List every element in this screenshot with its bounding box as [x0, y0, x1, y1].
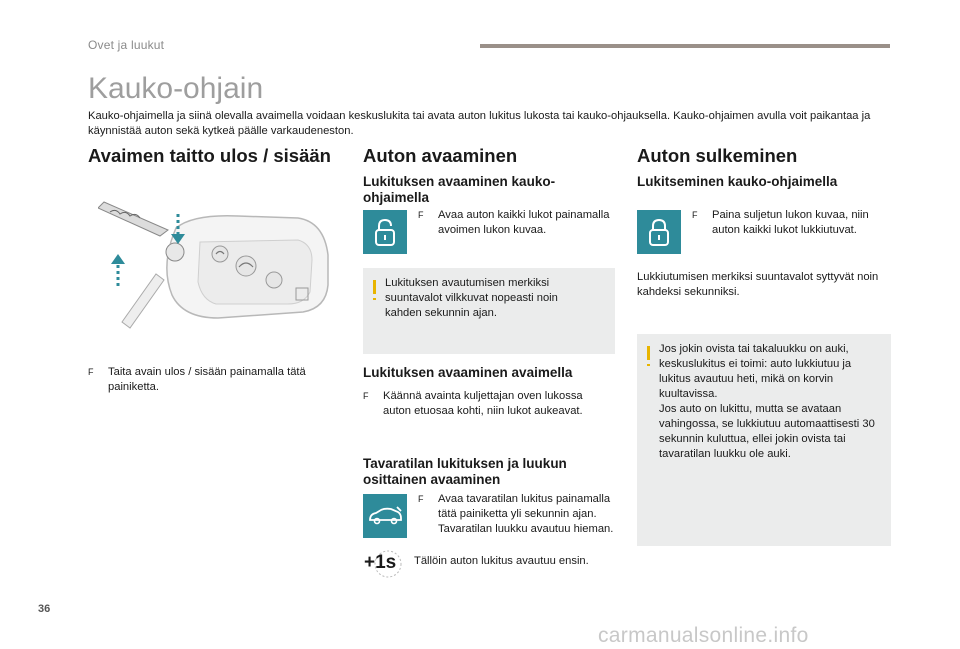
info-marker: [373, 280, 376, 294]
subheading-key-unlock: Lukituksen avaaminen avaimella: [363, 365, 573, 380]
unlock-icon: [372, 217, 398, 247]
lock-info-note: Jos jokin ovista tai takaluukku on auki, keskuslukitus ei toimi: auto lukkiutuu ja lukitus avautuu heti, mikä on korvin kuultavissa. Jos auto on lukittu, mutta se avataan vahingossa, se lukkiutuu automaattisesti 30 sekunnin kuluttua, ellei jokin ovista tai tavaratilan luukku ole auki.: [637, 334, 891, 546]
timer-label: +1s: [364, 552, 397, 573]
bullet-mark: F: [88, 367, 94, 377]
key-fob-illustration: [98, 200, 330, 338]
lock-icon: [646, 217, 672, 247]
lock-confirmation-text: Lukkiutumisen merkiksi suuntavalot syttyvät noin kahdeksi sekunniksi.: [637, 271, 879, 298]
key-unlock-instruction: F Käännä avainta kuljettajan oven lukossa auton etuosaa kohti, niin lukot aukeavat.: [363, 390, 583, 417]
key-fob-icon: [98, 200, 330, 338]
key-fold-instruction: F Taita avain ulos / sisään painamalla tätä painiketta.: [88, 366, 306, 393]
page-number: 36: [38, 603, 51, 615]
remote-lock-instruction: F Paina suljetun lukon kuvaa, niin auton kaikki lukot lukkiutuvat.: [692, 209, 869, 236]
heading-unlocking: Auton avaaminen: [363, 145, 518, 166]
info-marker: [647, 346, 650, 360]
subheading-remote-unlock: Lukituksen avaaminen kauko-ohjaimella: [363, 174, 556, 205]
unlock-info-note: Lukituksen avautumisen merkiksi suuntavalot vilkkuvat nopeasti noin kahden sekunnin ajan.: [363, 268, 615, 354]
car-trunk-icon: [367, 505, 403, 527]
section-label: Ovet ja luukut: [88, 38, 165, 52]
unlock-button-image: [363, 210, 407, 254]
page-title: Kauko-ohjain: [88, 72, 264, 105]
trunk-button-image: [363, 494, 407, 538]
remote-unlock-instruction: F Avaa auton kaikki lukot painamalla avoimen lukon kuvaa.: [418, 209, 610, 236]
lock-button-image: [637, 210, 681, 254]
intro-text: Kauko-ohjaimella ja siinä olevalla avaimella voidaan keskuslukita tai avata auton lukitus lukosta tai kauko-ohjauksella. Kauko-ohjaimen avulla voit paikantaa ja käynnistää auton sekä kytkeä päälle varkaudeneston.: [88, 110, 871, 137]
timer-badge: [362, 547, 406, 579]
trunk-open-instruction: F Avaa tavaratilan lukitus painamalla tätä painiketta yli sekunnin ajan. Tavaratilan luukku avautuu hieman.: [418, 493, 614, 535]
trunk-note: Tällöin auton lukitus avautuu ensin.: [414, 555, 589, 567]
header-rule: [480, 44, 890, 48]
heading-locking: Auton sulkeminen: [637, 145, 798, 166]
heading-key-fold: Avaimen taitto ulos / sisään: [88, 145, 331, 166]
subheading-trunk-open: Tavaratilan lukituksen ja luukun osittainen avaaminen: [363, 456, 567, 487]
subheading-remote-lock: Lukitseminen kauko-ohjaimella: [637, 174, 838, 189]
watermark: carmanualsonline.info: [598, 624, 809, 647]
